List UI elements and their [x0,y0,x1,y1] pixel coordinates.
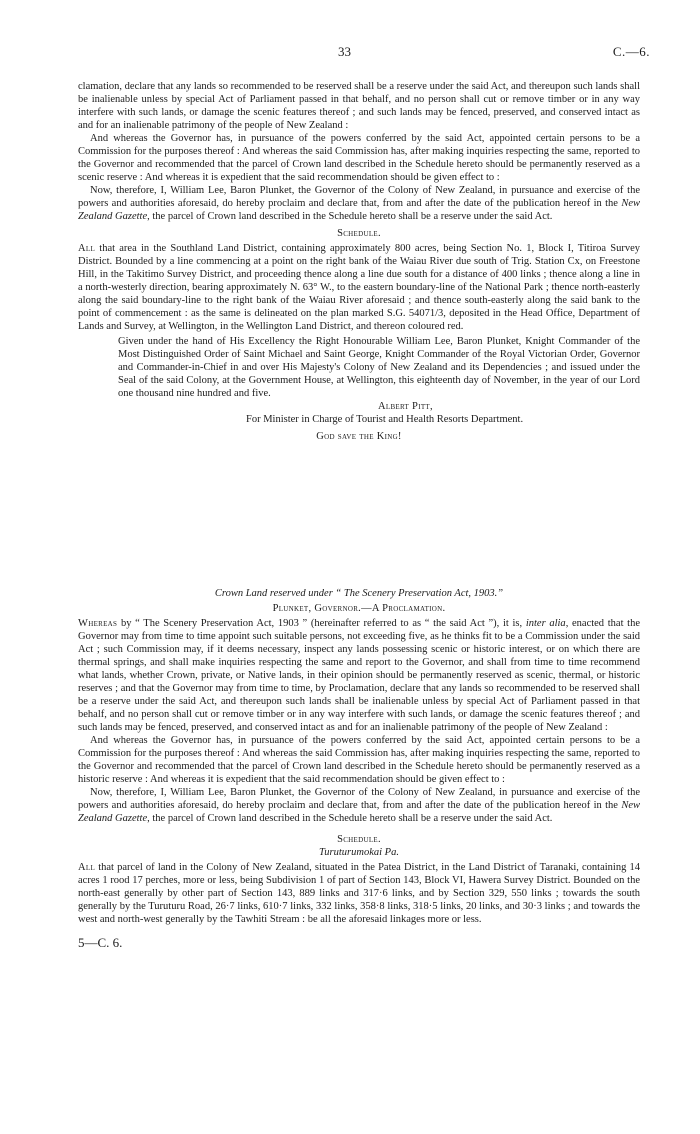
proclamation-title: Crown Land reserved under “ The Scenery Preservation Act, 1903.” [214,588,504,599]
page-header [0,45,700,61]
god-save-the-king: God save the King! [316,431,402,442]
gazette-title: New Zealand Gazette [78,198,641,222]
given-under-hand: Given under the hand of His Excellency the Right Honourable William Lee, Baron Plunket, Knight Commander of the Most Distinguished Order of Saint Michael and Saint George, Knight Commander of the Royal Victorian Order, Governor and Commander-in-Chief in and over His Majesty's Colony of New Zealand and its Dependencies ; and issued under the Seal of the said Colony, at the Government House, at Wellington, this eighteenth day of November, in the year of our Lord one thousand nine hundred and five. [118,336,640,399]
proclamation-subtitle: Plunket, Governor.—A Proclamation. [272,603,446,614]
paragraph-now-therefore [78,786,640,825]
schedule-description [78,861,640,926]
whereas-lead-word: Whereas [78,618,118,629]
paragraph-whereas: And whereas the Governor has, in pursuance of the powers conferred by the said Act, appointed certain persons to be a Commission for the purposes thereof : And whereas the said Commission has, after making inquiries respecting the same, reported to the Governor and recommended that the parcel of Crown land described in the Schedule hereto should be permanently reserved as a historic reserve : And whereas it is expedient that the said recommendation should be given effect to : [78,735,640,785]
schedule-lead-word: All [78,243,96,254]
paragraph-preamble [78,617,640,734]
text-segment: that area in the Southland Land District, containing approximately 800 acres, being Section No. 1, Block I, Titiroa Survey District. Bounded by a line commencing at a point on the right bank of the Waiau River due south of Trig. Station Cx, on Freestone Hill, in the Takitimo Survey District, and proceeding thence along a line due south for a distance of 400 links ; thence along a line in a north-westerly direction, bearing approximately N. 63° W., to the eastern boundary-line of the National Park ; thence north-easterly along the said boundary-line to the right bank of the Waiau River aforesaid ; and thence south-easterly along the said bank to the point of commencement : as the same is delineated on the plan marked S.G. 54071/3, deposited in the Head Office, Department of Lands and Survey, at Wellington, in the Wellington Land District, and thereon coloured red. [78,243,640,332]
paragraph-now-therefore [78,184,640,223]
text-segment: Now, therefore, I, William Lee, Baron Plunket, the Governor of the Colony of New Zealand, in pursuance and exercise of the powers and authorities aforesaid, do hereby proclaim and declare that, from and after the date of the publication hereof in the [78,185,640,209]
text-segment: , the parcel of Crown land described in the Schedule hereto shall be a reserve under the said Act. [147,813,553,824]
schedule-heading: Schedule. [337,228,381,239]
text-segment: , the parcel of Crown land described in the Schedule hereto shall be a reserve under the said Act. [147,211,553,222]
signature-reference: 5—C. 6. [78,935,123,950]
signatory-department: For Minister in Charge of Tourist and Health Resorts Department. [246,414,524,425]
proclamation-one [78,80,640,443]
text-segment: by “ The Scenery Preservation Act, 1903 ” (hereinafter referred to as “ the said Act ”), it is, [117,618,523,629]
schedule-heading: Schedule. [337,834,381,845]
schedule-description [78,242,640,333]
paragraph-continuation: clamation, declare that any lands so recommended to be reserved shall be a reserve under the said Act, and thereupon such lands shall be inalienable unless by special Act of Parliament passed in that behalf, and no person shall cut or remove timber or in any way interfere with such lands, or damage the scenic features thereof ; and such lands may be fenced, preserved, and conserved intact as and for an inalienable patrimony of the people of New Zealand : [78,81,640,131]
text-segment: , enacted that the Governor may from time to time appoint such suitable persons, not exceeding five, as he thinks fit to be a Commission under the said Act ; such Commission may, if it deems necessary, inspect any lands possessing scenic or historic interest, or on which there are thermal springs, and shall make inquiries respecting the same and report to the Governor, and shall from time to time recommend what lands, whether Crown, private, or Native lands, in their opinion should be permanently reserved as scenic, thermal, or historic reserves ; and that the Governor may from time to time, by Proclamation, declare that any lands so recommended to be reserved shall be a reserve under the said Act, and thereupon such lands shall be inalienable unless by special Act of Parliament passed in that behalf, and no person shall cut or remove timber or in any way interfere with such lands, or damage the scenic features thereof ; and such lands may be fenced, preserved, and conserved intact as and for an inalienable patrimony of the people of New Zealand : [78,618,641,733]
latin-phrase: inter alia [525,618,566,629]
document-reference: C.—6. [612,44,650,59]
schedule-subtitle: Turuturumokai Pa. [319,847,399,858]
gazette-title: New Zealand Gazette [78,800,641,824]
proclamation-two [78,587,640,962]
text-segment: that parcel of land in the Colony of New Zealand, situated in the Patea District, in the Land District of Taranaki, containing 14 acres 1 rood 17 perches, more or less, being Subdivision 1 of part of Section 143, Block VI, Hawera Survey District. Bounded on the north-east generally by other part of Section 143, 889 links and 317·6 links, and by Section 329, 550 links ; towards the south generally by the Turuturu Road, 26·7 links, 610·7 links, 332 links, 358·8 links, 318·5 links, 20 links, and 30·3 links ; and towards the west and north-west generally by the Tawhiti Stream : be all the aforesaid linkages more or less. [78,862,640,925]
signatory-name: Albert Pitt, [378,401,433,412]
text-segment: Now, therefore, I, William Lee, Baron Plunket, the Governor of the Colony of New Zealand, in pursuance and exercise of the powers and authorities aforesaid, do hereby proclaim and declare that, from and after the date of the publication hereof in the [78,787,640,811]
schedule-lead-word: All [78,862,96,873]
paragraph-whereas: And whereas the Governor has, in pursuance of the powers conferred by the said Act, appointed certain persons to be a Commission for the purposes thereof : And whereas the said Commission has, after making inquiries respecting the same, reported to the Governor and recommended that the parcel of Crown land described in the Schedule hereto should be permanently reserved as a scenic reserve : And whereas it is expedient that the said recommendation should be given effect to : [78,133,640,183]
page-number: 33 [338,44,351,59]
